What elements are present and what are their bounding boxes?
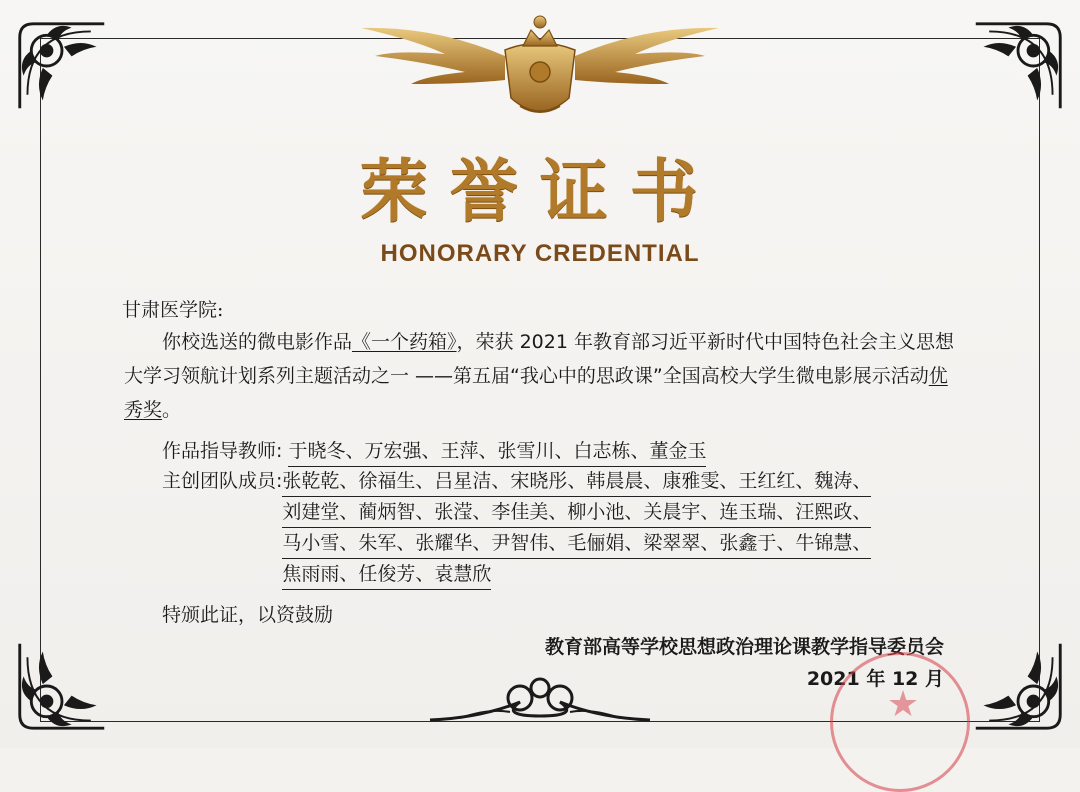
closing-text: 特颁此证，以资鼓励 <box>162 604 334 626</box>
corner-ornament-icon <box>970 638 1066 734</box>
team-row <box>162 466 982 590</box>
issue-date: 2021 年 12 月 <box>806 668 944 690</box>
certificate-title: 荣誉证书 <box>359 152 720 232</box>
team-names-line: 刘建堂、蔺炳智、张滢、李佳美、柳小池、关晨宇、连玉瑞、汪熙政、 <box>282 497 871 528</box>
award-name: 优秀奖 <box>124 365 948 421</box>
certificate-body <box>124 325 964 427</box>
seal-star-icon: ★ <box>886 684 920 725</box>
team-names-line: 张乾乾、徐福生、吕星洁、宋晓彤、韩晨晨、康雅雯、王红红、魏涛、 <box>282 466 871 497</box>
body-text-part: 你校选送的微电影作品 <box>162 331 353 353</box>
corner-ornament-icon <box>14 18 110 114</box>
scroll-ornament-icon <box>420 672 660 728</box>
team-names-line: 焦雨雨、任俊芳、袁慧欣 <box>282 559 491 590</box>
teacher-row <box>162 436 982 467</box>
official-seal-stamp <box>830 652 970 792</box>
issuer: 教育部高等学校思想政治理论课教学指导委员会 <box>544 636 944 658</box>
team-label: 主创团队成员: <box>162 470 283 492</box>
teacher-names: 于晓冬、万宏强、王萍、张雪川、白志栋、董金玉 <box>288 436 706 467</box>
corner-ornament-icon <box>970 18 1066 114</box>
certificate-title-english: HONORARY CREDENTIAL <box>380 240 700 267</box>
recipient: 甘肃医学院: <box>122 299 224 321</box>
team-names <box>282 466 871 590</box>
team-names-line: 马小雪、朱军、张耀华、尹智伟、毛俪娟、梁翠翠、张鑫于、牛锦慧、 <box>282 528 871 559</box>
work-title: 《一个药箱》 <box>352 331 457 353</box>
body-text-end: 。 <box>162 399 182 421</box>
corner-ornament-icon <box>14 638 110 734</box>
teacher-label: 作品指导教师: <box>162 440 283 462</box>
winged-crown-emblem-icon <box>355 6 725 126</box>
body-text-part: ，荣获 2021 年教育部习近平新时代中国特色社会主义思想大学习领航计划系列主题活动之一 ——第五届“我心中的思政课”全国高校大学生微电影展示活动 <box>124 331 954 387</box>
